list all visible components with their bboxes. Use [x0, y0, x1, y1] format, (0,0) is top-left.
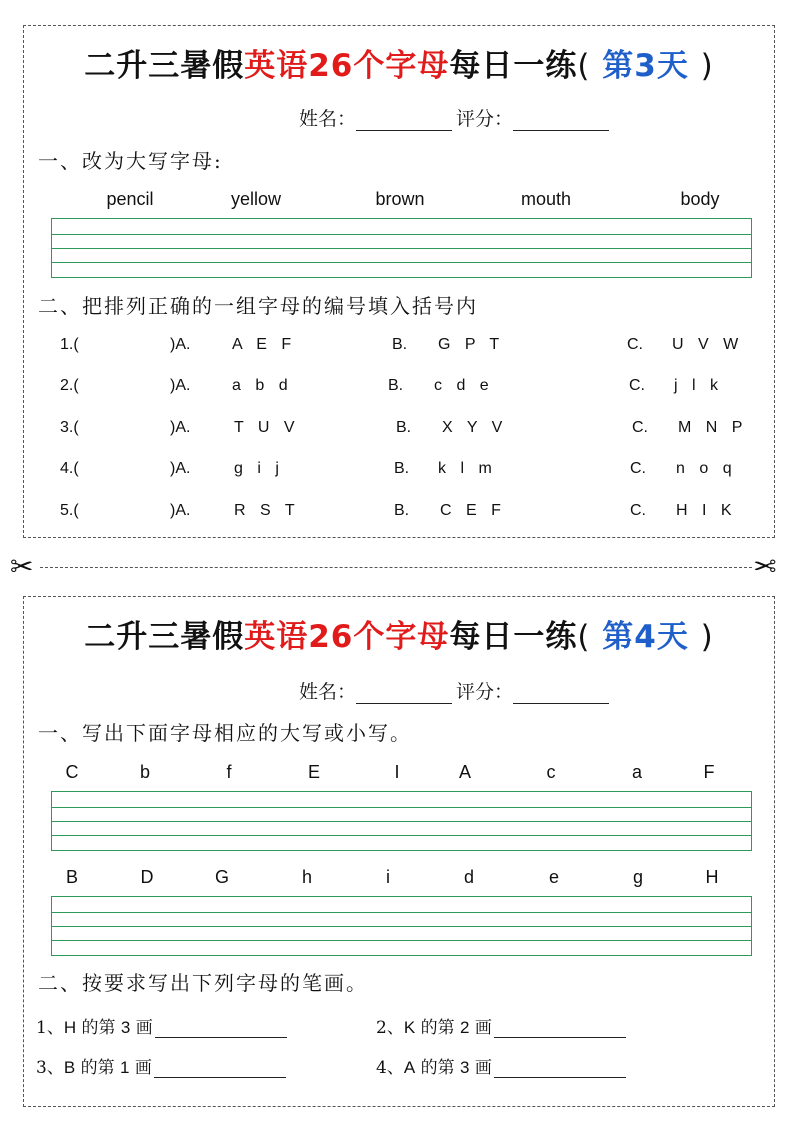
option-a: a b d — [232, 377, 293, 394]
name-field[interactable] — [356, 110, 452, 131]
option-a: g i j — [234, 460, 284, 477]
score-field[interactable] — [513, 683, 609, 704]
letter-row-1 — [24, 762, 774, 786]
stroke-question: 2、K 的第 2 画 — [376, 1013, 626, 1038]
name-score-row: 姓名： 评分： — [299, 104, 613, 131]
option-b: X Y V — [442, 419, 508, 436]
letter-item: f — [226, 762, 232, 782]
section-2-title: 二、把排列正确的一组字母的编号填入括号内 — [38, 294, 478, 318]
word-item: pencil — [106, 189, 154, 209]
letter-item: E — [307, 762, 321, 782]
letter-item: d — [463, 867, 475, 887]
writing-lines[interactable] — [51, 791, 752, 851]
section-1-title: 一、写出下面字母相应的大写或小写。 — [38, 721, 412, 745]
answer-blank[interactable] — [494, 1059, 626, 1078]
option-c: n o q — [676, 460, 737, 477]
letter-item: g — [632, 867, 644, 887]
answer-blank[interactable] — [154, 1059, 286, 1078]
letter-item: b — [139, 762, 151, 782]
writing-lines[interactable] — [51, 218, 752, 278]
worksheet-day-3 — [23, 25, 775, 538]
option-b: k l m — [438, 460, 497, 477]
score-field[interactable] — [513, 110, 609, 131]
letter-item: e — [548, 867, 560, 887]
letter-item: C — [65, 762, 79, 782]
letter-item: i — [386, 867, 390, 887]
option-a: T U V — [234, 419, 300, 436]
option-c: U V W — [672, 336, 744, 353]
name-field[interactable] — [356, 683, 452, 704]
section-1-title: 一、改为大写字母: — [38, 149, 223, 173]
word-item: yellow — [230, 189, 282, 209]
section-2-title: 二、按要求写出下列字母的笔画。 — [38, 971, 368, 995]
question-row: 4.( )A. g i j B. k l m C. n o q — [60, 460, 737, 477]
option-c: H I K — [676, 502, 737, 519]
answer-blank[interactable] — [494, 1019, 626, 1038]
word-item: mouth — [520, 189, 572, 209]
letter-item: H — [705, 867, 719, 887]
option-b: G P T — [438, 336, 505, 353]
letter-item: I — [394, 762, 400, 782]
letter-item: G — [214, 867, 230, 887]
question-row: 2.( )A. a b d B. c d e C. j l k — [60, 377, 723, 394]
name-score-row: 姓名： 评分： — [299, 677, 613, 704]
answer-bracket[interactable]: 5.( — [60, 502, 79, 519]
answer-bracket[interactable]: 3.( — [60, 419, 79, 436]
letter-item: B — [65, 867, 79, 887]
answer-bracket[interactable]: 4.( — [60, 460, 79, 477]
letter-item: A — [458, 762, 472, 782]
letter-item: c — [546, 762, 556, 782]
option-b: C E F — [440, 502, 506, 519]
letter-item: F — [703, 762, 715, 782]
option-c: M N P — [678, 419, 748, 436]
question-row: 3.( )A. T U V B. X Y V C. M N P — [60, 419, 748, 436]
word-item: brown — [375, 189, 425, 209]
worksheet-title: 二升三暑假英语26个字母每日一练( 第4天 ) — [84, 619, 714, 655]
scissors-icon: ✂ — [10, 550, 34, 583]
option-a: R S T — [234, 502, 300, 519]
stroke-question: 1、H 的第 3 画 — [36, 1013, 287, 1038]
stroke-question: 3、B 的第 1 画 — [36, 1053, 286, 1078]
letter-row-2 — [24, 867, 774, 891]
word-item: body — [680, 189, 720, 209]
word-list — [24, 189, 774, 213]
worksheet-title: 二升三暑假英语26个字母每日一练( 第3天 ) — [84, 48, 714, 84]
answer-bracket[interactable]: 2.( — [60, 377, 79, 394]
answer-bracket[interactable]: 1.( — [60, 336, 79, 353]
question-row: 1.( )A. A E F B. G P T C. U V W — [60, 336, 744, 353]
question-row: 5.( )A. R S T B. C E F C. H I K — [60, 502, 737, 519]
cut-line — [40, 567, 752, 568]
stroke-question: 4、A 的第 3 画 — [376, 1053, 626, 1078]
answer-blank[interactable] — [155, 1019, 287, 1038]
option-c: j l k — [674, 377, 723, 394]
worksheet-day-4 — [23, 596, 775, 1107]
letter-item: D — [140, 867, 154, 887]
writing-lines[interactable] — [51, 896, 752, 956]
option-b: c d e — [434, 377, 494, 394]
letter-item: a — [631, 762, 643, 782]
letter-item: h — [301, 867, 313, 887]
scissors-icon: ✂ — [753, 550, 777, 583]
option-a: A E F — [232, 336, 297, 353]
